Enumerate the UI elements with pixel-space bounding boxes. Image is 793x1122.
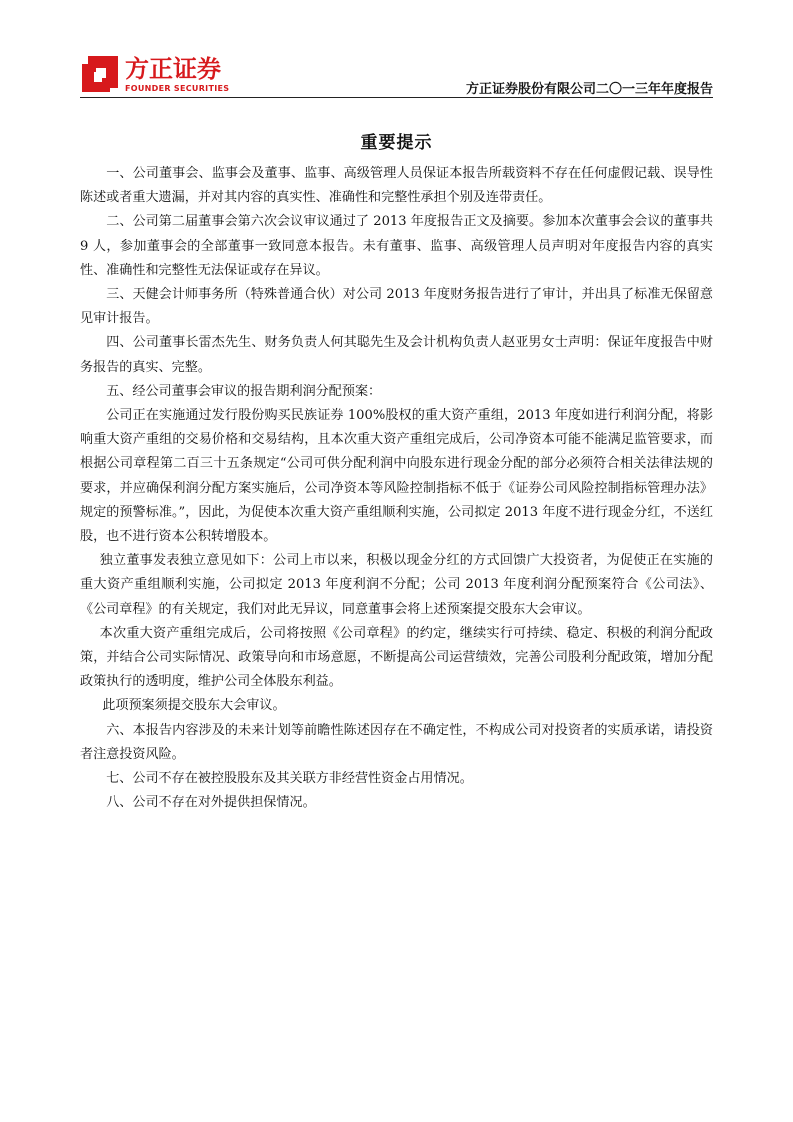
paragraph-11: 七、公司不存在被控股股东及其关联方非经营性资金占用情况。 (106, 771, 473, 787)
paragraph-12: 八、公司不存在对外提供担保情况。 (106, 795, 316, 811)
header-divider (80, 97, 713, 98)
paragraph-2: 二、公司第二届董事会第六次会议审议通过了 2013 年度报告正文及摘要。参加本次董事会会议的董事共 9 人，参加董事会的全部董事一致同意本报告。未有董事、监事、高级管理人员声明对年度报告内容的真实性、准确性和完整性无法保证或存在异议。 (80, 214, 713, 278)
paragraph-5: 五、经公司董事会审议的报告期利润分配预案： (106, 383, 382, 399)
paragraph-7: 独立董事发表独立意见如下：公司上市以来，积极以现金分红的方式回馈广大投资者，为促使正在实施的重大资产重组顺利实施，公司拟定 2013 年度利润不分配；公司 2013 年度利润分配预案符合《公司法》、《公司章程》的有关规定，我们对此无异议，同意董事会将上述预案提交股东大会审议。 (80, 553, 713, 617)
logo-english-name: FOUNDER SECURITIES (125, 84, 230, 93)
document-body (80, 162, 713, 815)
logo-chinese-name: 方正证券 (125, 55, 221, 83)
report-header-title: 方正证券股份有限公司二〇一三年年度报告 (465, 82, 713, 97)
page-header (80, 52, 713, 98)
founder-securities-logo (80, 54, 240, 96)
paragraph-3: 三、天健会计师事务所（特殊普通合伙）对公司 2013 年度财务报告进行了审计，并出具了标准无保留意见审计报告。 (80, 287, 713, 327)
paragraph-8: 本次重大资产重组完成后，公司将按照《公司章程》的约定，继续实行可持续、稳定、积极的利润分配政策，并结合公司实际情况、政策导向和市场意愿，不断提高公司运营绩效，完善公司股利分配政策，增加分配政策执行的透明度，维护公司全体股东利益。 (80, 625, 713, 690)
founder-logo-icon (80, 54, 120, 94)
paragraph-1: 一、公司董事会、监事会及董事、监事、高级管理人员保证本报告所载资料不存在任何虚假记载、误导性陈述或者重大遗漏，并对其内容的真实性、准确性和完整性承担个别及连带责任。 (80, 166, 713, 206)
paragraph-4: 四、公司董事长雷杰先生、财务负责人何其聪先生及会计机构负责人赵亚男女士声明：保证年度报告中财务报告的真实、完整。 (80, 335, 713, 375)
paragraph-9: 此项预案须提交股东大会审议。 (102, 698, 286, 714)
paragraph-10: 六、本报告内容涉及的未来计划等前瞻性陈述因存在不确定性，不构成公司对投资者的实质承诺，请投资者注意投资风险。 (80, 722, 713, 762)
page-title: 重要提示 (360, 133, 433, 153)
paragraph-6: 公司正在实施通过发行股份购买民族证券 100%股权的重大资产重组，2013 年度如进行利润分配，将影响重大资产重组的交易价格和交易结构，且本次重大资产重组完成后，公司净资本可能不能满足监管要求，而根据公司章程第二百三十五条规定“公司可供分配利润中向股东进行现金分配的部分必须符合相关法律法规的要求，并应确保利润分配方案实施后，公司净资本等风险控制指标不低于《证券公司风险控制指标管理办法》规定的预警标准。”，因此，为促使本次重大资产重组顺利实施，公司拟定 2013 年度不进行现金分红，不送红股，也不进行资本公积转增股本。 (80, 408, 713, 545)
